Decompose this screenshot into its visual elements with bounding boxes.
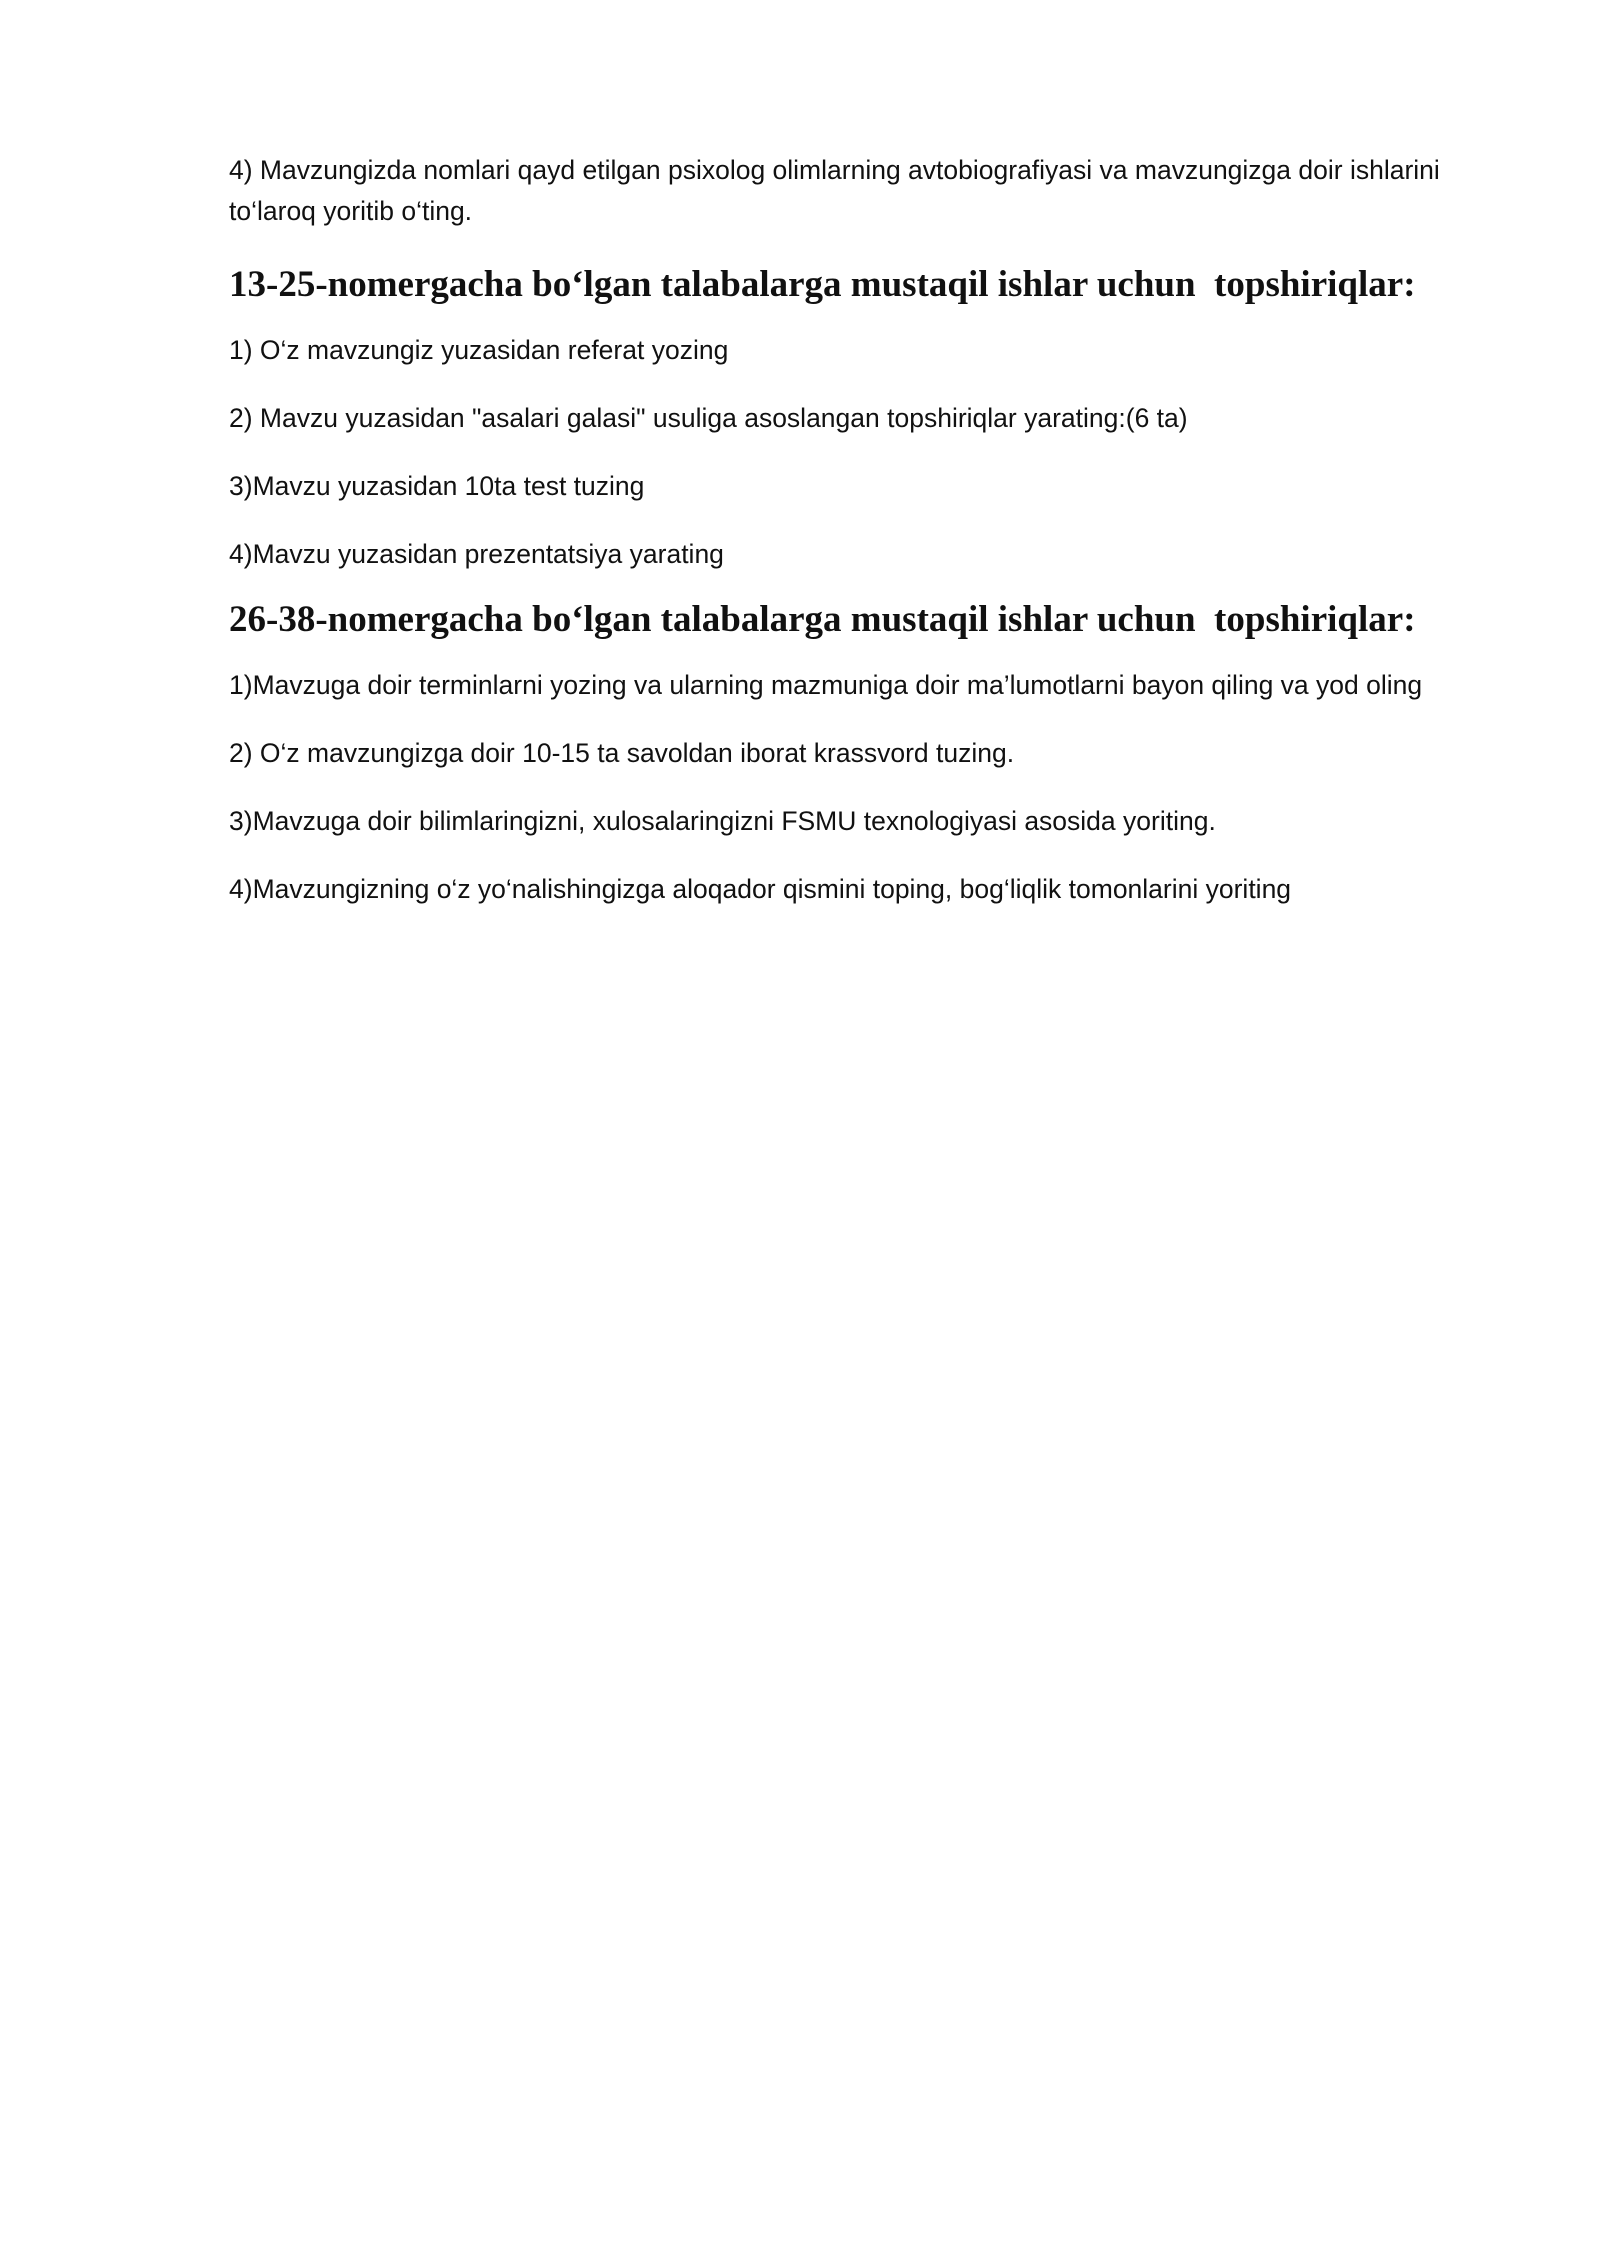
section-1-item-2: 2) Mavzu yuzasidan "asalari galasi" usuliga asoslangan topshiriqlar yarating:(6 ta) [229,403,1188,433]
intro-item-4: 4) Mavzungizda nomlari qayd etilgan psixolog olimlarning avtobiografiyasi va mavzungizga doir ishlarini to‘laroq yoritib o‘ting. [229,155,1440,226]
section-1-item-4: 4)Mavzu yuzasidan prezentatsiya yarating [229,539,724,569]
document-body [229,150,1479,910]
section-2-heading: 26-38-nomergacha bo‘lgan talabalarga mustaqil ishlar uchun topshiriqlar: [229,599,1416,640]
section-1-item-3: 3)Mavzu yuzasidan 10ta test tuzing [229,471,645,501]
section-1-item-1: 1) O‘z mavzungiz yuzasidan referat yozing [229,335,729,365]
section-2-item-2: 2) O‘z mavzungizga doir 10-15 ta savoldan iborat krassvord tuzing. [229,738,1015,768]
section-2-item-4: 4)Mavzungizning o‘z yo‘nalishingizga aloqador qismini toping, bog‘liqlik tomonlarini yoriting [229,874,1292,904]
section-1-heading: 13-25-nomergacha bo‘lgan talabalarga mustaqil ishlar uchun topshiriqlar: [229,264,1416,305]
section-2-item-1: 1)Mavzuga doir terminlarni yozing va ularning mazmuniga doir ma’lumotlarni bayon qiling va yod oling [229,670,1423,700]
section-2-item-3: 3)Mavzuga doir bilimlaringizni, xulosalaringizni FSMU texnologiyasi asosida yoriting. [229,806,1216,836]
